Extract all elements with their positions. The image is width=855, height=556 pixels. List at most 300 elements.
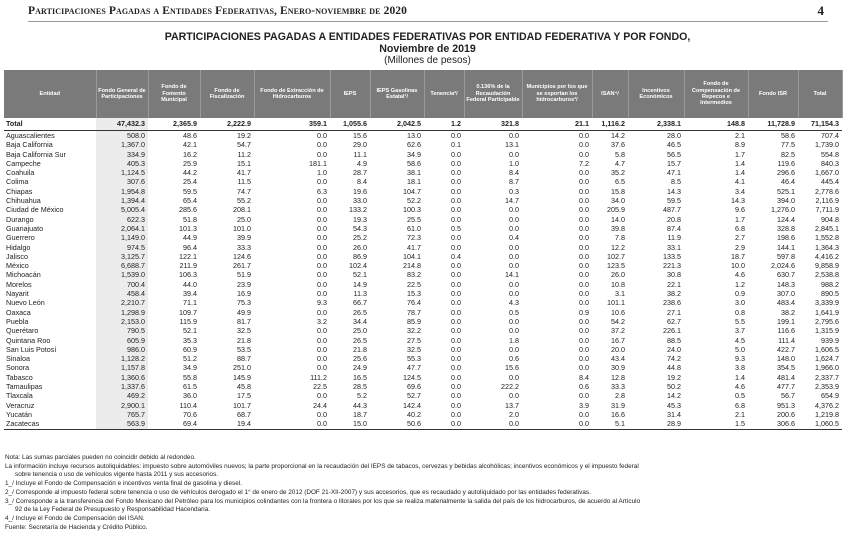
table-cell: 0.0 [451,261,461,271]
table-cell: 62.6 [407,140,421,150]
table-cell: 0.1 [451,140,461,150]
table-cell: 0.0 [451,354,461,364]
table-cell: 14.1 [505,270,519,280]
table-cell: 0.0 [579,251,589,261]
table-cell: 2,795.6 [815,316,839,326]
entity-name: Oaxaca [6,307,31,317]
table-cell: 0.0 [317,344,327,354]
table-cell: 15.7 [667,158,681,168]
table-cell: 2,222.9 [200,118,254,131]
table-cell: 0.0 [317,131,327,140]
table-cell: 0.0 [317,149,327,159]
table-cell: 1,667.0 [815,168,839,178]
table-cell: 0.0 [451,344,461,354]
note-line: 2_/ Corresponde al impuesto federal sobre tenencia o uso de vehículos derogado el 1° de enero de 2012 (DOF 21-XII-2007) y sus accesorios, que es recaudado y autoliquidado por las entidades federativas. [5,488,591,496]
table-cell: 22.5 [407,279,421,289]
table-cell: 2,024.6 [771,261,795,271]
table-cell: 0.0 [451,316,461,326]
table-cell: 66.7 [353,298,367,308]
table-cell: 0.0 [317,307,327,317]
table-cell: 25.0 [353,326,367,336]
table-row [4,252,842,261]
table-cell: 54.3 [353,223,367,233]
note-line: Nota: Las sumas parciales pueden no coincidir debido al redondeo. [5,454,196,461]
table-cell: 0.0 [579,196,589,206]
table-cell: 211.9 [179,261,197,271]
table-cell: 525.1 [777,186,795,196]
table-cell: 24.0 [667,344,681,354]
table-cell: 0.0 [509,289,519,299]
entity-name: Total [4,118,96,131]
table-cell: 205.9 [607,205,625,215]
table-cell: 77.5 [781,140,795,150]
entity-name: Yucatán [6,409,32,419]
table-cell: 19.3 [353,214,367,224]
table-cell: 21.8 [237,335,251,345]
table-cell: 3.7 [735,326,745,336]
table-cell: 0.0 [451,158,461,168]
table-cell: 2,900.1 [96,401,148,410]
table-cell: 25.5 [407,214,421,224]
table-cell: 3.0 [735,298,745,308]
table-cell: 14.2 [667,391,681,401]
entity-name: Michoacán [6,270,41,280]
table-cell: 0.0 [579,316,589,326]
table-cell: 21.1 [522,118,592,131]
table-cell: 12.8 [611,372,625,382]
table-cell: 481.4 [777,372,795,382]
table-cell: 44.3 [353,400,367,410]
table-cell: 2,210.7 [96,298,148,307]
table-cell: 765.7 [96,410,148,419]
table-cell: 0.6 [579,382,589,392]
table-cell: 50.2 [667,382,681,392]
table-cell: 0.0 [317,270,327,280]
table-cell: 0.0 [509,261,519,271]
table-cell: 31.4 [667,409,681,419]
table-cell: 55.3 [407,354,421,364]
table-cell: 88.5 [667,335,681,345]
table-cell: 8.9 [735,140,745,150]
table-cell: 45.3 [667,400,681,410]
table-cell: 11.2 [237,149,251,159]
table-cell: 477.7 [777,382,795,392]
table-cell: 76.4 [407,298,421,308]
table-cell: 13.0 [407,131,421,140]
table-row [4,243,842,252]
table-row [4,224,842,233]
table-cell: 904.8 [821,214,839,224]
table-cell: 19.2 [237,131,251,140]
table-cell: 104.7 [403,186,421,196]
table-cell: 0.0 [424,419,464,429]
table-cell: 25.2 [353,233,367,243]
table-cell: 55.8 [183,372,197,382]
table-cell: 251.0 [233,363,251,373]
table-cell: 16.6 [611,409,625,419]
table-cell: 56.5 [667,149,681,159]
table-cell: 1.4 [735,372,745,382]
table-cell: 0.0 [451,270,461,280]
table-cell: 115.9 [179,316,197,326]
table-cell: 0.0 [579,354,589,364]
table-row [4,140,842,149]
table-cell: 11.9 [667,233,681,243]
table-cell: 144.1 [777,242,795,252]
table-total-row [4,118,842,131]
table-cell: 4,376.2 [815,400,839,410]
table-cell: 51.8 [183,214,197,224]
table-cell: 0.0 [451,279,461,289]
table-cell: 11.5 [237,177,251,187]
column-header: Fondo de Fiscalización [200,70,254,118]
table-cell: 707.4 [821,131,839,140]
table-cell: 14.7 [505,196,519,206]
table-cell: 116.6 [777,326,795,336]
table-cell: 354.5 [777,363,795,373]
table-cell: 109.7 [179,307,197,317]
table-cell: 9.3 [317,298,327,308]
table-cell: 37.2 [611,326,625,336]
table-cell: 148.3 [777,279,795,289]
table-cell: 0.0 [451,168,461,178]
table-cell: 22.1 [667,279,681,289]
column-header: Fondo General de Participaciones [96,70,148,118]
table-cell: 41.7 [237,168,251,178]
table-cell: 458.4 [96,289,148,298]
table-cell: 24.9 [353,363,367,373]
table-cell: 32.5 [407,344,421,354]
table-cell: 83.2 [407,270,421,280]
note-line: sobre tenencia o uso de vehículos vigente hasta 2011 y sus accesorios. [15,471,219,479]
table-cell: 307.0 [777,289,795,299]
table-cell: 1,966.0 [815,363,839,373]
table-cell: 44.9 [183,233,197,243]
table-cell: 111.4 [778,335,795,345]
table-cell: 62.7 [667,316,681,326]
table-cell: 78.7 [407,307,421,317]
table-cell: 6,688.7 [96,261,148,270]
table-cell: 38.1 [407,168,421,178]
table-cell: 31.9 [611,400,625,410]
table-cell: 974.5 [96,243,148,252]
table-cell: 1,055.6 [330,118,370,131]
table-cell: 25.9 [183,158,197,168]
table-cell: 85.9 [407,316,421,326]
table-cell: 0.0 [579,270,589,280]
table-cell: 0.0 [317,363,327,373]
table-cell: 24.4 [313,400,327,410]
entity-name: Coahuila [6,168,35,178]
table-cell: 30.9 [611,363,625,373]
table-cell: 19.4 [200,419,254,429]
table-cell: 101.7 [233,400,251,410]
table-cell: 939.9 [821,335,839,345]
table-cell: 27.1 [667,307,681,317]
table-cell: 6.5 [615,177,625,187]
table-cell: 214.8 [403,261,421,271]
table-cell: 14.3 [667,186,681,196]
table-row [4,196,842,205]
table-cell: 148.8 [684,118,748,131]
table-cell: 0.9 [579,307,589,317]
table-cell: 1,219.8 [815,409,839,419]
entity-name: Jalisco [6,251,28,261]
table-row [4,215,842,224]
participaciones-table [4,70,843,430]
entity-name: Veracruz [6,400,35,410]
table-cell: 0.0 [451,391,461,401]
table-cell: 21.8 [353,344,367,354]
table-cell: 52.1 [183,326,197,336]
table-cell: 2,153.0 [96,317,148,326]
table-cell: 10.8 [611,279,625,289]
table-row [4,419,842,429]
entity-name: San Luis Potosí [6,344,57,354]
table-cell: 630.7 [777,270,795,280]
table-cell: 0.0 [522,419,592,429]
column-header: Incentivos Económicos [628,70,684,118]
table-cell: 59.5 [183,186,197,196]
table-cell: 13.7 [505,400,519,410]
table-cell: 45.8 [237,382,251,392]
table-cell: 405.3 [96,159,148,168]
table-cell: 18.7 [353,409,367,419]
table-cell: 52.1 [353,270,367,280]
table-cell: 986.0 [96,345,148,354]
table-cell: 0.0 [509,391,519,401]
table-cell: 1.4 [735,168,745,178]
table-cell: 8.5 [671,177,681,187]
table-cell: 14.3 [731,196,745,206]
table-cell: 47,432.3 [96,118,148,131]
note-line: 3_/ Corresponde a la transferencia del Fondo Mexicano del Petróleo para los municipios colindantes con la frontera o litorales por los que se realiza materialmente la salida del país de los hidrocarburos, de acuerdo al Artículo [5,497,641,505]
entity-name: Baja California [6,140,53,150]
table-cell: 15.1 [237,158,251,168]
table-cell: 0.0 [317,391,327,401]
table-cell: 15.6 [505,363,519,373]
table-cell: 133.5 [663,251,681,261]
table-cell: 39.4 [183,289,197,299]
table-row [4,373,842,382]
table-cell: 1,116.2 [592,118,628,131]
table-cell: 111.2 [310,372,327,382]
table-cell: 26.5 [353,335,367,345]
running-head-title: Participaciones Pagadas a Entidades Federativas, Enero-noviembre de 2020 [28,5,407,17]
table-cell: 8.4 [509,168,519,178]
table-cell: 0.0 [579,223,589,233]
table-cell: 0.0 [451,149,461,159]
table-cell: 0.6 [509,354,519,364]
table-row [4,270,842,279]
table-cell: 33.1 [667,242,681,252]
table-cell: 1,954.8 [96,187,148,196]
table-cell: 110.4 [179,400,197,410]
table-cell: 30.8 [667,270,681,280]
table-cell: 69.4 [148,419,200,429]
table-cell: 86.9 [353,251,367,261]
table-cell: 1,298.9 [96,308,148,317]
table-cell: 1.0 [317,168,327,178]
table-cell: 7.2 [579,158,589,168]
table-cell: 26.0 [353,242,367,252]
table-cell: 0.4 [509,233,519,243]
table-cell: 27.5 [407,335,421,345]
table-cell: 32.2 [407,326,421,336]
table-cell: 2,365.9 [148,118,200,131]
table-cell: 4,416.2 [815,251,839,261]
table-cell: 3.9 [579,400,589,410]
table-cell: 700.4 [96,280,148,289]
table-cell: 19.2 [667,372,681,382]
table-cell: 0.0 [579,391,589,401]
table-cell: 15.6 [353,131,367,140]
table-cell: 0.0 [579,168,589,178]
table-cell: 1,624.7 [815,354,839,364]
table-cell: 60.9 [183,344,197,354]
table-cell: 890.5 [821,289,839,299]
table-cell: 1,394.4 [96,196,148,205]
table-cell: 33.3 [611,382,625,392]
table-cell: 4.6 [735,382,745,392]
table-cell: 0.0 [579,205,589,215]
table-cell: 4.5 [735,335,745,345]
table-cell: 13.1 [505,140,519,150]
table-cell: 69.6 [407,382,421,392]
table-cell: 2,338.1 [628,118,684,131]
table-cell: 44.0 [183,279,197,289]
table-cell: 1,149.0 [96,233,148,242]
table-cell: 0.0 [317,223,327,233]
table-row [4,131,842,141]
table-row [4,336,842,345]
table-cell: 44.2 [183,168,197,178]
table-cell: 487.7 [663,205,681,215]
entity-name: Querétaro [6,326,39,336]
table-cell: 2.1 [735,131,745,140]
table-cell: 0.0 [579,186,589,196]
table-cell: 58.6 [407,158,421,168]
table-cell: 7,711.9 [815,205,839,215]
table-cell: 8.4 [357,177,367,187]
table-cell: 14.0 [611,214,625,224]
table-cell: 0.0 [451,131,461,140]
table-cell: 0.0 [464,419,522,429]
table-cell: 2.0 [509,409,519,419]
table-cell: 200.6 [777,409,795,419]
table-cell: 34.9 [183,363,197,373]
table-row [4,261,842,270]
table-cell: 74.7 [237,186,251,196]
table-cell: 0.3 [509,186,519,196]
table-cell: 508.0 [96,131,148,141]
table-cell: 0.0 [451,335,461,345]
table-row [4,308,842,317]
table-cell: 81.7 [237,316,251,326]
entity-name: Tabasco [6,372,33,382]
entity-name: Guanajuato [6,223,44,233]
table-cell: 790.5 [96,326,148,335]
table-cell: 9.3 [735,354,745,364]
table-cell: 19.6 [353,186,367,196]
table-cell: 9.6 [735,205,745,215]
table-cell: 0.0 [317,354,327,364]
table-cell: 1,360.6 [96,373,148,382]
table-cell: 334.9 [96,150,148,159]
table-cell: 35.2 [611,168,625,178]
table-cell: 261.7 [233,261,251,271]
table-cell: 1.7 [735,214,745,224]
table-cell: 10.6 [611,307,625,317]
table-cell: 0.0 [579,177,589,187]
table-cell: 0.0 [579,149,589,159]
table-cell: 100.3 [403,205,421,215]
table-cell: 11.1 [353,149,367,159]
table-cell: 306.6 [748,419,798,429]
table-cell: 5.1 [592,419,628,429]
table-cell: 33.0 [353,196,367,206]
table-cell: 42.1 [183,140,197,150]
table-cell: 0.0 [579,344,589,354]
table-cell: 0.0 [451,307,461,317]
table-cell: 208.1 [233,205,251,215]
table-cell: 1.8 [509,335,519,345]
table-cell: 0.0 [451,186,461,196]
table-cell: 123.5 [607,261,625,271]
table-cell: 0.8 [735,307,745,317]
table-cell: 605.9 [96,336,148,345]
table-cell: 0.4 [451,251,461,261]
table-cell: 554.8 [821,149,839,159]
note-line: Fuente: Secretaría de Hacienda y Crédito Público. [5,523,148,531]
table-cell: 3.2 [317,316,327,326]
table-cell: 14.2 [611,131,625,140]
table-cell: 10.0 [731,261,745,271]
table-cell: 28.9 [628,419,684,429]
column-header: Fondo de Fomento Municipal [148,70,200,118]
column-header: ISAN⁴/ [592,70,628,118]
table-cell: 0.0 [579,335,589,345]
table-cell: 71,154.3 [798,118,842,131]
table-cell: 2.1 [735,409,745,419]
table-cell: 198.6 [777,233,795,243]
table-cell: 0.0 [579,409,589,419]
table-cell: 0.0 [509,149,519,159]
table-cell: 16.5 [353,372,367,382]
table-row [4,233,842,242]
table-cell: 988.2 [821,279,839,289]
table-cell: 1,128.2 [96,354,148,363]
table-cell: 25.6 [353,354,367,364]
table-cell: 2,353.9 [815,382,839,392]
table-cell: 124.4 [777,214,795,224]
table-cell: 2,538.8 [815,270,839,280]
table-cell: 32.5 [237,326,251,336]
table-cell: 4.1 [735,177,745,187]
table-cell: 0.0 [317,279,327,289]
table-cell: 47.7 [407,363,421,373]
table-cell: 15.8 [611,186,625,196]
table-cell: 6.3 [317,186,327,196]
table-cell: 88.7 [237,354,251,364]
table-cell: 3,125.7 [96,252,148,261]
entity-name: Puebla [6,316,29,326]
table-cell: 445.4 [821,177,839,187]
table-row [4,317,842,326]
table-cell: 0.0 [509,344,519,354]
entity-name: Tamaulipas [6,382,43,392]
table-cell: 39.8 [611,223,625,233]
